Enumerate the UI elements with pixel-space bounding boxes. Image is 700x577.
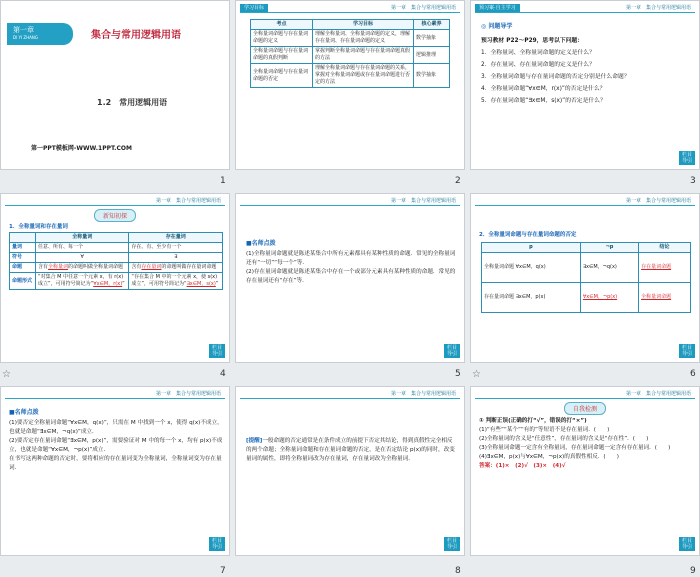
list-item: (4)∃x∈M，p(x)与∀x∈M，¬p(x)的真假性相反．( ) (479, 454, 619, 460)
row-label: 命题 (10, 263, 36, 273)
cell-text: “对集合 M 中任意一个元素 x，有 r(x)成立”，可用符号简记为“ (38, 274, 124, 287)
question-list (481, 35, 691, 107)
cell-text: 的命题叫做存在量词命题 (161, 264, 217, 270)
table-row (482, 253, 691, 283)
slide-title: 集合与常用逻辑用语 (91, 30, 181, 41)
table-cell: 数学抽象 (414, 30, 450, 47)
table-cell: ∃ (129, 253, 223, 263)
table-row (10, 243, 223, 253)
section-tag-sub: 自主学习 (495, 5, 516, 11)
slide-header (240, 390, 460, 399)
answer-label: 答案： (479, 463, 496, 469)
table-cell: 全称量词命题与存在量词命题的定义 (251, 30, 313, 47)
table-header: 结论 (639, 243, 691, 253)
table-cell: 逻辑推理 (414, 47, 450, 64)
section-heading: ■名师点拨 (9, 409, 39, 416)
back-link-button[interactable]: 栏目导引 (679, 537, 695, 551)
header-text: 第一章 集合与常用逻辑用语 (625, 198, 691, 204)
table-row (251, 30, 450, 47)
cell-text: 含有 (38, 264, 49, 270)
row-label: 符号 (10, 253, 36, 263)
section-tag: 学习目标 (240, 4, 268, 12)
tip-body (9, 419, 223, 473)
back-link-button[interactable]: 栏目导引 (209, 344, 225, 358)
chapter-en: DI YI ZHANG (13, 35, 39, 40)
slide-number-8: 8 (455, 566, 461, 576)
objectives-table (250, 19, 450, 88)
slide-thumbnail-9[interactable] (470, 386, 700, 556)
table-cell: 全称量词命题 ∀x∈M，q(x) (482, 253, 581, 283)
reminder-body: 一般命题的否定通常是在条件成立的前提下否定其结论，得到真假性完全相反的两个命题；全称量词命题和存在量词命题的否定，是在否定结论 p(x)的同时，改变量词的属性，即将全称量词改为存在量词，存在量词改为全称量词． (246, 438, 455, 462)
list-item: (2)全称量词的含义是“任意性”，存在量词的含义是“存在性”．( ) (479, 436, 649, 442)
table-header: 全称量词 (36, 233, 129, 243)
slide-thumbnail-4[interactable] (0, 193, 230, 363)
back-link-button[interactable]: 栏目导引 (444, 537, 460, 551)
table-cell: 理解全称量词、全称量词命题的定义，理解存在量词、存在量词命题的定义 (313, 30, 414, 47)
table-row (482, 283, 691, 313)
table-header-row (10, 233, 223, 243)
table-cell: “对集合 M 中任意一个元素 x，有 r(x)成立”，可用符号简记为“∀x∈M，r(x)” (36, 273, 129, 290)
header-text: 第一章 集合与常用逻辑用语 (625, 391, 691, 397)
slide-number-7: 7 (220, 566, 226, 576)
slide-number-5: 5 (455, 369, 461, 379)
slide-thumbnail-6[interactable] (470, 193, 700, 363)
table-cell: “存在集合 M 中的一个元素 x，使 s(x)成立”，可用符号简记为“∃x∈M，s(x)” (129, 273, 223, 290)
section-tag-label: 预习案 (479, 5, 495, 11)
slide-header (475, 197, 695, 206)
back-link-button[interactable]: 栏目导引 (209, 537, 225, 551)
answer-text: 全称量词 (48, 264, 69, 270)
header-text: 第一章 集合与常用逻辑用语 (155, 198, 221, 204)
table-header-row (482, 243, 691, 253)
table-header: 核心素养 (414, 20, 450, 30)
table-row (10, 253, 223, 263)
table-header: 存在量词 (129, 233, 223, 243)
quantifier-table (9, 232, 223, 290)
chapter-label: 第一章 (13, 26, 34, 34)
section-heading: ◎ 问题导学 (481, 23, 513, 30)
answer-line (479, 462, 693, 471)
list-item: 1．全称量词、全称量词命题的定义是什么？ (481, 50, 595, 56)
table-row (251, 47, 450, 64)
table-cell: 全称量词命题与存在量词命题的真假判断 (251, 47, 313, 64)
row-label: 命题形式 (10, 273, 36, 290)
paragraph: (1)要否定全称量词命题“∀x∈M，q(x)”，只需在 M 中找到一个 x，使得 q(x)不成立，也就是命题“∃x∈M，¬q(x)”成立． (9, 420, 223, 435)
slide-thumbnail-3[interactable] (470, 0, 700, 170)
table-header: ¬p (580, 243, 638, 253)
paragraph: (1)全称量词命题就是陈述某集合中所有元素都具有某种性质的命题．常见的全称量词还有“一切”“每一个”等． (246, 251, 456, 266)
table-header: 考点 (251, 20, 313, 30)
tip-body (246, 250, 456, 286)
chapter-badge (7, 23, 73, 45)
header-text: 第一章 集合与常用逻辑用语 (625, 5, 691, 11)
header-text: 第一章 集合与常用逻辑用语 (390, 198, 456, 204)
slide-number-6: 6 (690, 369, 696, 379)
paragraph: (2)要否定存在量词命题“∃x∈M，p(x)”，需要验证对 M 中的每一个 x，均有 p(x)不成立，也就是命题“∀x∈M，¬p(x)”成立． (9, 438, 223, 453)
table-header: p (482, 243, 581, 253)
quiz-intro: ① 判断正误(正确的打“√”，错误的打“×”) (479, 418, 587, 424)
slide-thumbnail-7[interactable] (0, 386, 230, 556)
section-heading: ■名师点拨 (246, 240, 276, 247)
list-item: (3)全称量词命题一定含有全称量词，存在量词命题一定含有存在量词．( ) (479, 445, 671, 451)
table-cell (36, 263, 129, 273)
answer-text: ∃x∈M，s(x) (186, 281, 216, 287)
slide-thumbnail-5[interactable] (235, 193, 465, 363)
slide-header (475, 390, 695, 399)
answer-text: 全称量词命题 (639, 283, 691, 313)
slide-number-4: 4 (220, 369, 226, 379)
slide-number-2: 2 (455, 176, 461, 186)
slide-number-3: 3 (690, 176, 696, 186)
slide-thumbnail-1[interactable] (0, 0, 230, 170)
slide-header (5, 197, 225, 206)
slide-header (5, 390, 225, 399)
table-cell: 存在、有、至少有一个 (129, 243, 223, 253)
slide-subtitle: 1.2 常用逻辑用语 (97, 98, 168, 107)
table-row (10, 263, 223, 273)
list-item: (1)“有些”“某个”“有的”等短语不是存在量词．( ) (479, 427, 610, 433)
slide-thumbnail-2[interactable] (235, 0, 465, 170)
slide-header (475, 4, 695, 13)
section-banner: 新知初探 (94, 209, 136, 222)
table-cell: 掌握判断全称量词命题与存在量词命题真假的方法 (313, 47, 414, 64)
cell-text: 的命题叫做全称量词命题 (68, 264, 124, 270)
quiz-body (479, 417, 693, 471)
header-text: 第一章 集合与常用逻辑用语 (390, 5, 456, 11)
row-label: 量词 (10, 243, 36, 253)
slide-number-1: 1 (220, 176, 226, 186)
slide-header (240, 197, 460, 206)
table-cell (129, 263, 223, 273)
list-item: 2．存在量词、存在量词命题的定义是什么？ (481, 62, 595, 68)
table-cell: ∃x∈M，¬q(x) (580, 253, 638, 283)
table-cell: ∀ (36, 253, 129, 263)
answer-text: 存在量词 (141, 264, 162, 270)
heading-text: 问题导学 (488, 23, 513, 30)
header-text: 第一章 集合与常用逻辑用语 (155, 391, 221, 397)
back-link-button[interactable]: 栏目导引 (679, 151, 695, 165)
section-banner: 自我检测 (564, 402, 606, 415)
quiz-intro-text: 判断正误(正确的打“√”，错误的打“×”) (485, 418, 587, 424)
list-item: 5．存在量词命题“∃x∈M，s(x)”的否定是什么？ (481, 98, 606, 104)
table-cell: 任意、所有、每一个 (36, 243, 129, 253)
table-cell: 存在量词命题 ∃x∈M，p(x) (482, 283, 581, 313)
slide-footer: 第一PPT模板网-WWW.1PPT.COM (31, 145, 132, 152)
table-cell: 理解全称量词命题与存在量词命题的关系，掌握对全称量词命题或存在量词命题进行否定的方法 (313, 64, 414, 88)
negation-table (481, 242, 691, 313)
back-link-button[interactable]: 栏目导引 (679, 344, 695, 358)
table-header-row (251, 20, 450, 30)
answer-text: (1)× (2)√ (3)× (4)√ (495, 463, 566, 469)
section-tag: 预习案·自主学习 (475, 4, 520, 12)
star-icon: ☆ (472, 369, 481, 380)
back-link-button[interactable]: 栏目导引 (444, 344, 460, 358)
answer-text: 存在量词命题 (639, 253, 691, 283)
reminder-label: [提醒] (246, 438, 263, 444)
reminder-text (246, 437, 456, 464)
section-heading: 1．全称量词和存在量词 (9, 224, 68, 230)
list-item: 4．全称量词命题“∀x∈M，r(x)”的否定是什么？ (481, 86, 606, 92)
answer-text: ∀x∈M，¬p(x) (580, 283, 638, 313)
table-row (251, 64, 450, 88)
slide-header (240, 4, 460, 13)
paragraph: 在书写这两种命题的否定时，要将相应的存在量词变为全称量词，全称量词变为存在量词． (9, 456, 222, 471)
table-cell: 全称量词命题与存在量词命题的否定 (251, 64, 313, 88)
table-header: 学习目标 (313, 20, 414, 30)
header-text: 第一章 集合与常用逻辑用语 (390, 391, 456, 397)
slide-thumbnail-8[interactable] (235, 386, 465, 556)
answer-text: ∀x∈M，r(x) (93, 281, 123, 287)
slide-number-9: 9 (690, 566, 696, 576)
question-intro: 预习教材 P22～P29，思考以下问题： (481, 38, 584, 44)
cell-text: 含有 (131, 264, 142, 270)
table-row (10, 273, 223, 290)
paragraph: (2)存在量词命题就是陈述某集合中存在一个或部分元素具有某种性质的命题．常见的存在量词还有“存在”等． (246, 269, 456, 284)
table-cell: 数学抽象 (414, 64, 450, 88)
star-icon: ☆ (2, 369, 11, 380)
section-heading: 2．全称量词命题与存在量词命题的否定 (479, 232, 577, 238)
cell-text: “存在集合 M 中的一个元素 x，使 s(x)成立”，可用符号简记为“ (131, 274, 218, 287)
table-header (10, 233, 36, 243)
list-item: 3．全称量词命题与存在量词命题的否定分别是什么命题？ (481, 74, 630, 80)
